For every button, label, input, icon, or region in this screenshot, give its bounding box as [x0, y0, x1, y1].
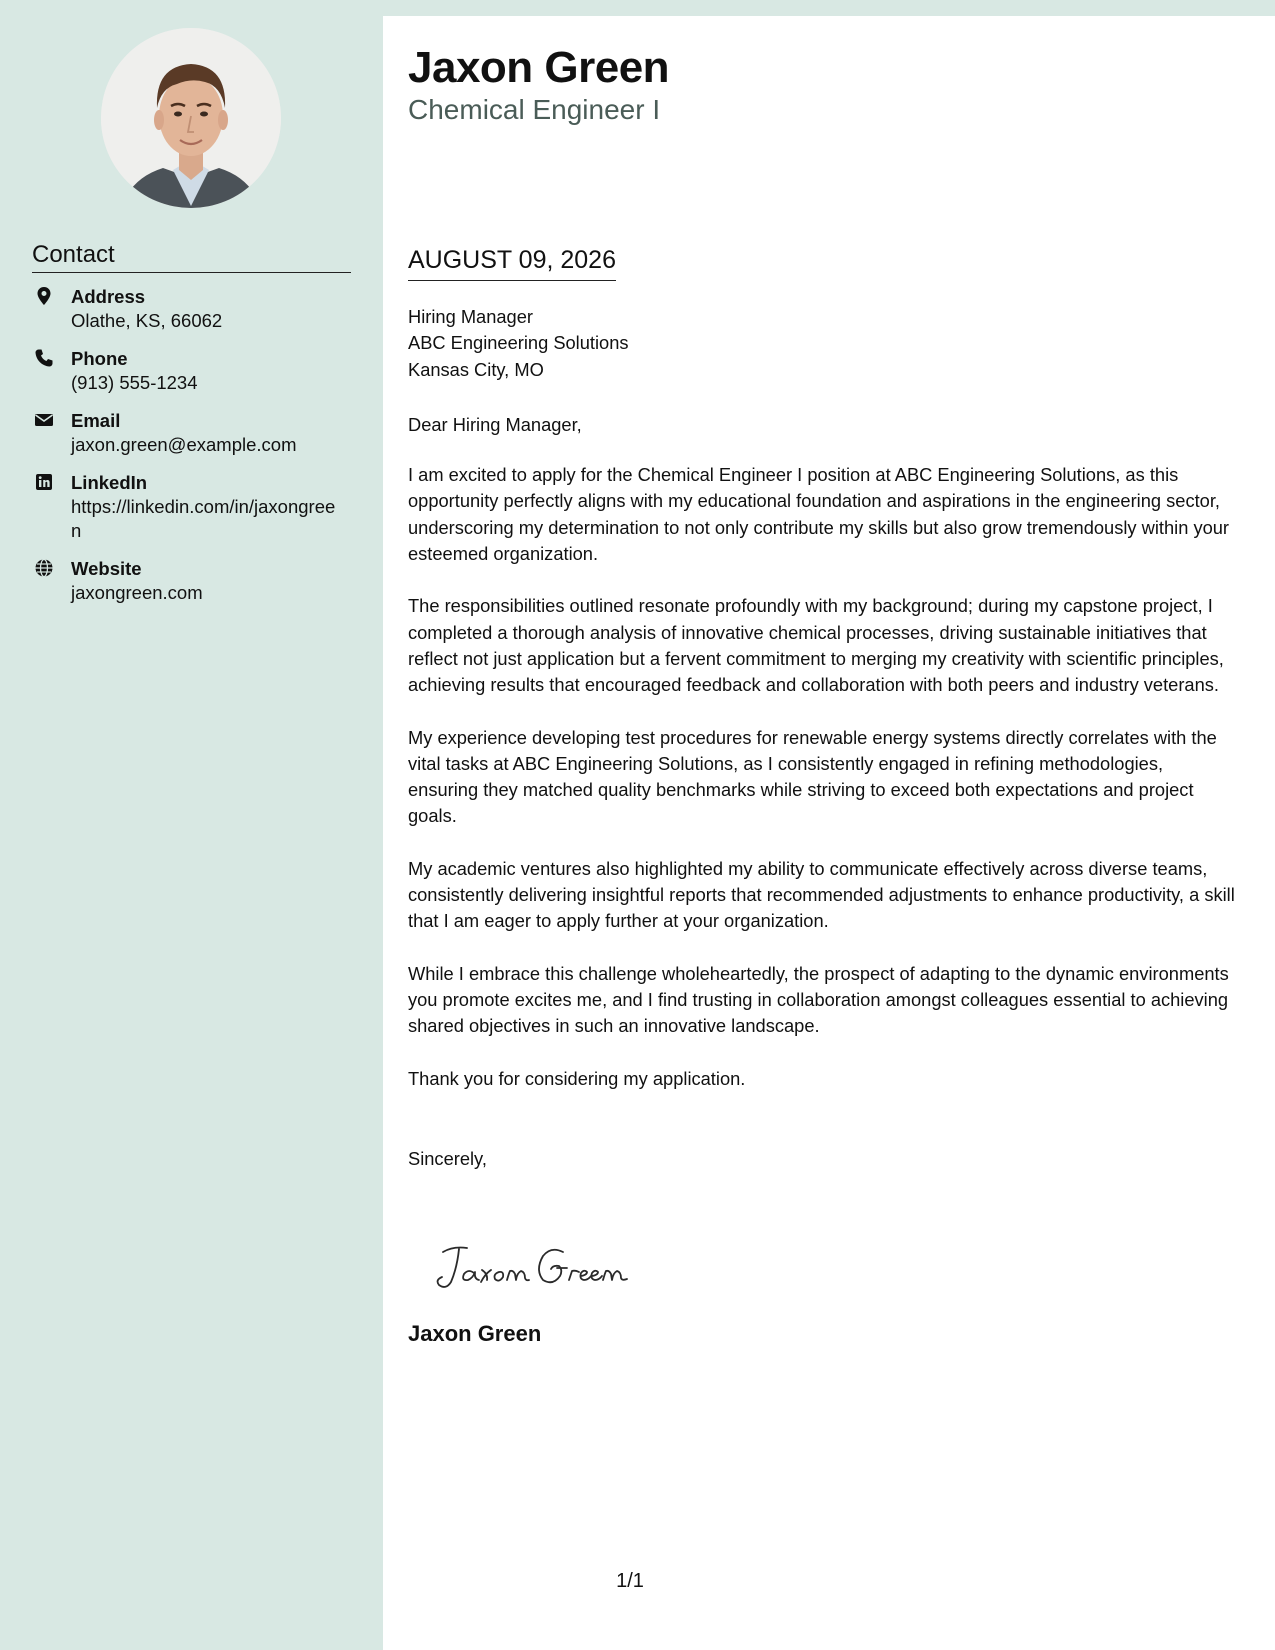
contact-label: LinkedIn [71, 472, 148, 493]
letter-paragraph: My experience developing test procedures for renewable energy systems directly correlates with the vital tasks at ABC Engineering Solutions, as I consistently engaged in refining methodologies, ensuring they matched quality benchmarks while striving to exceed both expectations and project goals. [408, 726, 1217, 827]
linkedin-icon [34, 472, 54, 492]
recipient-line: Kansas City, MO [408, 358, 544, 380]
contact-item-address [32, 284, 352, 333]
signed-name: Jaxon Green [408, 1321, 542, 1346]
linkedin-link[interactable]: https://linkedin.com/in/jaxongreen [71, 496, 336, 541]
letter-paragraph: My academic ventures also highlighted my ability to communicate effectively across diverse teams, consistently delivering insightful reports that recommended adjustments to enhance productivity, a skill that I am eager to apply further at your organization. [408, 857, 1235, 932]
contact-item-email [32, 408, 352, 457]
contact-list [32, 284, 352, 618]
handwritten-signature [433, 1238, 653, 1294]
letter-body-panel [383, 16, 1275, 1650]
sidebar [0, 0, 383, 1650]
email-link[interactable]: jaxon.green@example.com [71, 434, 297, 455]
contact-item-phone [32, 346, 352, 395]
profile-photo [101, 28, 281, 208]
phone-icon [34, 348, 54, 368]
letter-paragraph: While I embrace this challenge wholeheartedly, the prospect of adapting to the dynamic environments you promote excites me, and I find trusting in collaboration amongst colleagues essential to achieving shared objectives in such an innovative landscape. [408, 962, 1229, 1037]
contact-label: Phone [71, 348, 128, 369]
contact-item-linkedin [32, 470, 352, 543]
contact-label: Website [71, 558, 142, 579]
contact-heading: Contact [32, 240, 351, 273]
address-value: Olathe, KS, 66062 [71, 310, 223, 331]
page-number: 1/1 [616, 1570, 644, 1592]
letter-paragraph: The responsibilities outlined resonate profoundly with my background; during my capstone project, I completed a thorough analysis of innovative chemical processes, driving sustainable initiatives that reflect not just application but a fervent commitment to merging my creativity with scientific principles, achieving results that encouraged feedback and collaboration with both peers and industry veterans. [408, 595, 1224, 696]
letter-date: AUGUST 09, 2026 [408, 244, 616, 281]
job-title: Chemical Engineer I [408, 94, 661, 125]
applicant-name: Jaxon Green [408, 43, 670, 92]
envelope-icon [34, 410, 54, 430]
globe-icon [34, 558, 54, 578]
location-pin-icon [34, 286, 54, 306]
phone-value[interactable]: (913) 555-1234 [71, 372, 198, 393]
recipient-line: ABC Engineering Solutions [408, 332, 629, 354]
contact-item-website [32, 556, 352, 605]
contact-label: Email [71, 410, 121, 431]
recipient-block [408, 304, 1238, 383]
letter-paragraph: Thank you for considering my application. [408, 1067, 746, 1089]
letter-paragraph: I am excited to apply for the Chemical Engineer I position at ABC Engineering Solutions, as this opportunity perfectly aligns with my educational foundation and aspirations in the engineering sector, underscoring my determination to not only contribute my skills but also grow tremendously within your esteemed organization. [408, 464, 1230, 565]
letter-text [408, 304, 1238, 1198]
closing: Sincerely, [408, 1147, 487, 1169]
recipient-line: Hiring Manager [408, 306, 533, 327]
salutation: Dear Hiring Manager, [408, 413, 582, 435]
contact-label: Address [71, 286, 146, 307]
website-link[interactable]: jaxongreen.com [71, 582, 203, 603]
